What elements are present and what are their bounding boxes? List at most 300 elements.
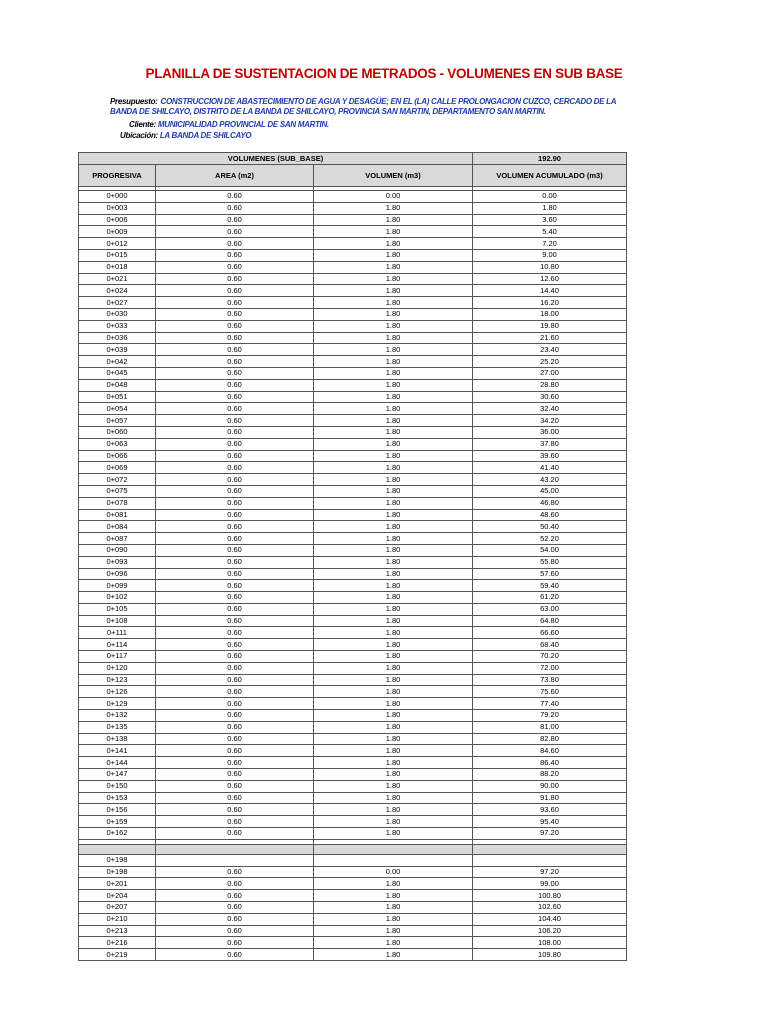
cell-volumen: 1.80 [314, 662, 473, 674]
cell-volumen-acumulado: 63.00 [473, 603, 627, 615]
cell-volumen-acumulado: 79.20 [473, 710, 627, 722]
cell-volumen-acumulado: 45.00 [473, 485, 627, 497]
table-row [79, 238, 627, 250]
table-row [79, 639, 627, 651]
table-row [79, 297, 627, 309]
cell-area: 0.60 [156, 804, 314, 816]
cell-area: 0.60 [156, 344, 314, 356]
cell-area: 0.60 [156, 285, 314, 297]
cell-volumen-acumulado: 30.60 [473, 391, 627, 403]
column-header-area: AREA (m2) [156, 165, 314, 187]
cell-volumen-acumulado: 59.40 [473, 580, 627, 592]
cell-progresiva: 0+069 [79, 462, 156, 474]
table-row [79, 273, 627, 285]
table-row [79, 367, 627, 379]
cell-volumen: 1.80 [314, 627, 473, 639]
cell-volumen: 1.80 [314, 615, 473, 627]
cell-progresiva: 0+054 [79, 403, 156, 415]
cell-area: 0.60 [156, 828, 314, 840]
table-row [79, 662, 627, 674]
cell-volumen: 1.80 [314, 332, 473, 344]
cell-volumen-acumulado: 104.40 [473, 913, 627, 925]
table-row [79, 615, 627, 627]
cell-area: 0.60 [156, 544, 314, 556]
cell-progresiva: 0+078 [79, 497, 156, 509]
section-separator-row [79, 844, 627, 854]
table-row [79, 497, 627, 509]
cell-volumen [314, 854, 473, 866]
cliente-block [129, 120, 329, 129]
table-row [79, 285, 627, 297]
table-row [79, 344, 627, 356]
cell-progresiva: 0+084 [79, 521, 156, 533]
cell-volumen: 1.80 [314, 792, 473, 804]
cell-progresiva: 0+138 [79, 733, 156, 745]
cell-progresiva: 0+012 [79, 238, 156, 250]
cell-volumen: 1.80 [314, 474, 473, 486]
cell-volumen: 1.80 [314, 757, 473, 769]
cell-progresiva: 0+198 [79, 866, 156, 878]
cell-progresiva: 0+213 [79, 925, 156, 937]
table-row [79, 866, 627, 878]
cell-area: 0.60 [156, 757, 314, 769]
cell-volumen: 1.80 [314, 226, 473, 238]
cell-volumen: 1.80 [314, 686, 473, 698]
cell-volumen-acumulado: 3.60 [473, 214, 627, 226]
cell-progresiva: 0+156 [79, 804, 156, 816]
cell-progresiva: 0+210 [79, 913, 156, 925]
cell-volumen-acumulado: 75.60 [473, 686, 627, 698]
cell-volumen-acumulado: 81.00 [473, 721, 627, 733]
cell-volumen: 1.80 [314, 544, 473, 556]
column-header-volumen-acumulado: VOLUMEN ACUMULADO (m3) [473, 165, 627, 187]
cell-area [156, 854, 314, 866]
cell-volumen: 1.80 [314, 651, 473, 663]
table-row [79, 804, 627, 816]
cell-area: 0.60 [156, 297, 314, 309]
table-row [79, 592, 627, 604]
cell-volumen-acumulado: 93.60 [473, 804, 627, 816]
cell-volumen: 1.80 [314, 674, 473, 686]
cell-volumen-acumulado: 82.80 [473, 733, 627, 745]
cell-volumen-acumulado: 28.80 [473, 379, 627, 391]
table-row [79, 320, 627, 332]
cell-volumen-acumulado: 66.60 [473, 627, 627, 639]
cell-volumen-acumulado: 61.20 [473, 592, 627, 604]
table-row [79, 757, 627, 769]
cell-volumen: 1.80 [314, 202, 473, 214]
cell-area: 0.60 [156, 890, 314, 902]
table-row [79, 202, 627, 214]
table-row [79, 949, 627, 961]
cell-volumen-acumulado: 10.80 [473, 261, 627, 273]
cell-area: 0.60 [156, 913, 314, 925]
table-row [79, 556, 627, 568]
cell-volumen-acumulado: 43.20 [473, 474, 627, 486]
table-row [79, 745, 627, 757]
cell-area: 0.60 [156, 191, 314, 203]
cell-progresiva: 0+051 [79, 391, 156, 403]
table-row [79, 828, 627, 840]
cell-progresiva: 0+096 [79, 568, 156, 580]
cell-progresiva: 0+120 [79, 662, 156, 674]
cell-volumen: 1.80 [314, 769, 473, 781]
cell-area: 0.60 [156, 226, 314, 238]
cell-volumen: 1.80 [314, 733, 473, 745]
cell-area: 0.60 [156, 320, 314, 332]
table-row [79, 627, 627, 639]
cell-volumen: 1.80 [314, 639, 473, 651]
cell-area: 0.60 [156, 710, 314, 722]
cell-progresiva: 0+129 [79, 698, 156, 710]
cell-area: 0.60 [156, 568, 314, 580]
cell-progresiva: 0+150 [79, 780, 156, 792]
cell-area: 0.60 [156, 367, 314, 379]
cell-volumen: 1.80 [314, 533, 473, 545]
cell-volumen-acumulado [473, 854, 627, 866]
cell-area: 0.60 [156, 674, 314, 686]
cell-area: 0.60 [156, 450, 314, 462]
cell-progresiva: 0+153 [79, 792, 156, 804]
cell-volumen: 1.80 [314, 521, 473, 533]
table-row [79, 332, 627, 344]
cell-progresiva: 0+093 [79, 556, 156, 568]
cell-area: 0.60 [156, 639, 314, 651]
cell-volumen-acumulado: 9.00 [473, 249, 627, 261]
cell-volumen: 1.80 [314, 509, 473, 521]
cell-volumen: 1.80 [314, 391, 473, 403]
cell-volumen-acumulado: 32.40 [473, 403, 627, 415]
table-row [79, 226, 627, 238]
table-row [79, 733, 627, 745]
cell-progresiva: 0+198 [79, 854, 156, 866]
cell-area: 0.60 [156, 379, 314, 391]
cell-volumen: 1.80 [314, 721, 473, 733]
cell-area: 0.60 [156, 627, 314, 639]
cell-progresiva: 0+000 [79, 191, 156, 203]
table-row [79, 308, 627, 320]
table-row [79, 391, 627, 403]
cell-volumen-acumulado: 72.00 [473, 662, 627, 674]
table-row [79, 698, 627, 710]
cell-progresiva: 0+072 [79, 474, 156, 486]
cell-volumen: 1.80 [314, 238, 473, 250]
cell-progresiva: 0+105 [79, 603, 156, 615]
table-row [79, 403, 627, 415]
cell-progresiva: 0+039 [79, 344, 156, 356]
cell-progresiva: 0+075 [79, 485, 156, 497]
cell-volumen-acumulado: 25.20 [473, 356, 627, 368]
table-row [79, 438, 627, 450]
ubicacion-value: LA BANDA DE SHILCAYO [159, 131, 252, 140]
cell-progresiva: 0+060 [79, 426, 156, 438]
cell-progresiva: 0+087 [79, 533, 156, 545]
ubicacion-label: Ubicación: [120, 131, 158, 140]
table-row [79, 474, 627, 486]
cell-volumen-acumulado: 70.20 [473, 651, 627, 663]
table-row [79, 356, 627, 368]
cell-progresiva: 0+024 [79, 285, 156, 297]
cell-volumen: 1.80 [314, 261, 473, 273]
cell-area: 0.60 [156, 733, 314, 745]
cell-volumen-acumulado: 41.40 [473, 462, 627, 474]
ubicacion-block [120, 131, 251, 140]
table-row [79, 674, 627, 686]
group-header: VOLUMENES (SUB_BASE) [79, 153, 473, 165]
cell-volumen: 1.80 [314, 297, 473, 309]
cell-progresiva: 0+204 [79, 890, 156, 902]
cell-area: 0.60 [156, 878, 314, 890]
table-row [79, 379, 627, 391]
cell-progresiva: 0+111 [79, 627, 156, 639]
cell-volumen-acumulado: 91.80 [473, 792, 627, 804]
cell-volumen-acumulado: 39.60 [473, 450, 627, 462]
table-row [79, 710, 627, 722]
table-row [79, 816, 627, 828]
cell-progresiva: 0+015 [79, 249, 156, 261]
table-row [79, 191, 627, 203]
table-row [79, 533, 627, 545]
cell-volumen: 0.00 [314, 191, 473, 203]
cell-area: 0.60 [156, 792, 314, 804]
cell-progresiva: 0+102 [79, 592, 156, 604]
cell-progresiva: 0+048 [79, 379, 156, 391]
cell-area: 0.60 [156, 356, 314, 368]
cell-area: 0.60 [156, 580, 314, 592]
cell-progresiva: 0+144 [79, 757, 156, 769]
cell-volumen-acumulado: 46.80 [473, 497, 627, 509]
cell-area: 0.60 [156, 308, 314, 320]
table-row [79, 937, 627, 949]
cell-volumen-acumulado: 16.20 [473, 297, 627, 309]
cell-area: 0.60 [156, 866, 314, 878]
cell-volumen: 1.80 [314, 403, 473, 415]
cell-volumen-acumulado: 106.20 [473, 925, 627, 937]
cell-volumen-acumulado: 108.00 [473, 937, 627, 949]
cell-area: 0.60 [156, 780, 314, 792]
cell-progresiva: 0+021 [79, 273, 156, 285]
cell-area: 0.60 [156, 214, 314, 226]
cell-volumen-acumulado: 27.00 [473, 367, 627, 379]
cell-progresiva: 0+141 [79, 745, 156, 757]
cell-volumen-acumulado: 77.40 [473, 698, 627, 710]
cell-volumen: 1.80 [314, 804, 473, 816]
cell-volumen-acumulado: 54.00 [473, 544, 627, 556]
cell-progresiva: 0+216 [79, 937, 156, 949]
cell-area: 0.60 [156, 769, 314, 781]
total-volume: 192.90 [473, 153, 627, 165]
column-header-progresiva: PROGRESIVA [79, 165, 156, 187]
cell-volumen: 1.80 [314, 485, 473, 497]
cell-volumen-acumulado: 48.60 [473, 509, 627, 521]
cell-volumen: 1.80 [314, 462, 473, 474]
table-row [79, 426, 627, 438]
cell-volumen-acumulado: 84.60 [473, 745, 627, 757]
cell-volumen-acumulado: 100.80 [473, 890, 627, 902]
cell-area: 0.60 [156, 745, 314, 757]
column-header-volumen: VOLUMEN (m3) [314, 165, 473, 187]
cell-area: 0.60 [156, 721, 314, 733]
cell-progresiva: 0+057 [79, 415, 156, 427]
cell-progresiva: 0+132 [79, 710, 156, 722]
cell-area: 0.60 [156, 438, 314, 450]
cell-area: 0.60 [156, 651, 314, 663]
cell-area: 0.60 [156, 415, 314, 427]
cell-volumen: 1.80 [314, 603, 473, 615]
cell-volumen-acumulado: 5.40 [473, 226, 627, 238]
cell-progresiva: 0+147 [79, 769, 156, 781]
cell-volumen: 1.80 [314, 320, 473, 332]
cell-progresiva: 0+219 [79, 949, 156, 961]
cell-volumen: 1.80 [314, 780, 473, 792]
cliente-label: Cliente: [129, 120, 156, 129]
cell-volumen-acumulado: 68.40 [473, 639, 627, 651]
table-row [79, 603, 627, 615]
cell-area: 0.60 [156, 925, 314, 937]
cell-volumen: 1.80 [314, 568, 473, 580]
table-row [79, 913, 627, 925]
table-row [79, 878, 627, 890]
cell-progresiva: 0+003 [79, 202, 156, 214]
cell-area: 0.60 [156, 261, 314, 273]
table-row [79, 521, 627, 533]
cell-area: 0.60 [156, 533, 314, 545]
presupuesto-value: CONSTRUCCION DE ABASTECIMIENTO DE AGUA Y DESAGÜE; EN EL (LA) CALLE PROLONGACION CUZCO, CERCADO DE LA BANDA DE SHILCAYO, DISTRITO DE LA BANDA DE SHILCAYO, PROVINCIA SAN MARTIN, DEPARTAMENTO SAN MARTIN. [110, 97, 616, 116]
cell-volumen: 1.80 [314, 497, 473, 509]
cell-progresiva: 0+159 [79, 816, 156, 828]
cell-volumen-acumulado: 55.80 [473, 556, 627, 568]
cell-volumen-acumulado: 99.00 [473, 878, 627, 890]
cell-volumen-acumulado: 14.40 [473, 285, 627, 297]
cell-volumen-acumulado: 95.40 [473, 816, 627, 828]
cell-progresiva: 0+033 [79, 320, 156, 332]
cell-volumen: 1.80 [314, 438, 473, 450]
cell-area: 0.60 [156, 937, 314, 949]
cell-progresiva: 0+099 [79, 580, 156, 592]
cell-volumen-acumulado: 64.80 [473, 615, 627, 627]
cell-progresiva: 0+117 [79, 651, 156, 663]
presupuesto-label: Presupuesto: [110, 97, 158, 106]
cell-volumen-acumulado: 52.20 [473, 533, 627, 545]
cell-area: 0.60 [156, 391, 314, 403]
presupuesto-block [110, 97, 630, 117]
cell-volumen: 1.80 [314, 379, 473, 391]
table-row [79, 249, 627, 261]
cell-area: 0.60 [156, 949, 314, 961]
table-row [79, 509, 627, 521]
cell-progresiva: 0+027 [79, 297, 156, 309]
cell-area: 0.60 [156, 556, 314, 568]
table-group-header-row [79, 153, 627, 165]
cell-volumen-acumulado: 7.20 [473, 238, 627, 250]
cell-volumen: 1.80 [314, 273, 473, 285]
table-row [79, 769, 627, 781]
cell-area: 0.60 [156, 426, 314, 438]
cell-volumen: 1.80 [314, 367, 473, 379]
cell-volumen: 1.80 [314, 745, 473, 757]
table-row [79, 462, 627, 474]
cell-volumen: 1.80 [314, 816, 473, 828]
cell-progresiva: 0+090 [79, 544, 156, 556]
cell-volumen-acumulado: 12.60 [473, 273, 627, 285]
cell-progresiva: 0+063 [79, 438, 156, 450]
cell-area: 0.60 [156, 474, 314, 486]
cell-progresiva: 0+135 [79, 721, 156, 733]
cell-area: 0.60 [156, 273, 314, 285]
cell-volumen-acumulado: 19.80 [473, 320, 627, 332]
cell-volumen-acumulado: 86.40 [473, 757, 627, 769]
table-column-header-row [79, 165, 627, 187]
cell-progresiva: 0+162 [79, 828, 156, 840]
cell-volumen: 1.80 [314, 356, 473, 368]
table-row [79, 485, 627, 497]
table-row [79, 890, 627, 902]
cell-progresiva: 0+030 [79, 308, 156, 320]
cell-volumen-acumulado: 18.00 [473, 308, 627, 320]
table-row [79, 450, 627, 462]
cell-area: 0.60 [156, 509, 314, 521]
cell-progresiva: 0+066 [79, 450, 156, 462]
table-row [79, 544, 627, 556]
cell-volumen: 1.80 [314, 949, 473, 961]
cell-volumen-acumulado: 97.20 [473, 828, 627, 840]
cell-progresiva: 0+126 [79, 686, 156, 698]
table-row [79, 261, 627, 273]
cell-volumen-acumulado: 57.60 [473, 568, 627, 580]
table-row [79, 721, 627, 733]
table-row [79, 686, 627, 698]
cell-volumen: 1.80 [314, 913, 473, 925]
cell-volumen-acumulado: 102.60 [473, 902, 627, 914]
table-row [79, 854, 627, 866]
table-row [79, 415, 627, 427]
cell-volumen: 1.80 [314, 890, 473, 902]
cell-volumen: 1.80 [314, 828, 473, 840]
cell-progresiva: 0+042 [79, 356, 156, 368]
cell-progresiva: 0+006 [79, 214, 156, 226]
cell-volumen: 1.80 [314, 698, 473, 710]
cell-volumen: 1.80 [314, 902, 473, 914]
cell-volumen: 1.80 [314, 580, 473, 592]
table-row [79, 925, 627, 937]
cliente-value: MUNICIPALIDAD PROVINCIAL DE SAN MARTIN. [157, 120, 329, 129]
cell-volumen: 1.80 [314, 556, 473, 568]
cell-volumen-acumulado: 34.20 [473, 415, 627, 427]
cell-volumen-acumulado: 88.20 [473, 769, 627, 781]
cell-area: 0.60 [156, 816, 314, 828]
cell-volumen: 1.80 [314, 344, 473, 356]
cell-area: 0.60 [156, 403, 314, 415]
cell-area: 0.60 [156, 902, 314, 914]
cell-area: 0.60 [156, 485, 314, 497]
cell-area: 0.60 [156, 238, 314, 250]
cell-progresiva: 0+045 [79, 367, 156, 379]
cell-volumen: 1.80 [314, 450, 473, 462]
cell-progresiva: 0+201 [79, 878, 156, 890]
cell-volumen-acumulado: 0.00 [473, 191, 627, 203]
cell-volumen-acumulado: 109.80 [473, 949, 627, 961]
cell-area: 0.60 [156, 462, 314, 474]
metrados-table [78, 152, 627, 961]
cell-volumen: 1.80 [314, 592, 473, 604]
cell-area: 0.60 [156, 202, 314, 214]
cell-progresiva: 0+108 [79, 615, 156, 627]
cell-volumen: 1.80 [314, 878, 473, 890]
cell-area: 0.60 [156, 686, 314, 698]
cell-volumen: 1.80 [314, 426, 473, 438]
cell-volumen-acumulado: 73.80 [473, 674, 627, 686]
cell-volumen-acumulado: 21.60 [473, 332, 627, 344]
